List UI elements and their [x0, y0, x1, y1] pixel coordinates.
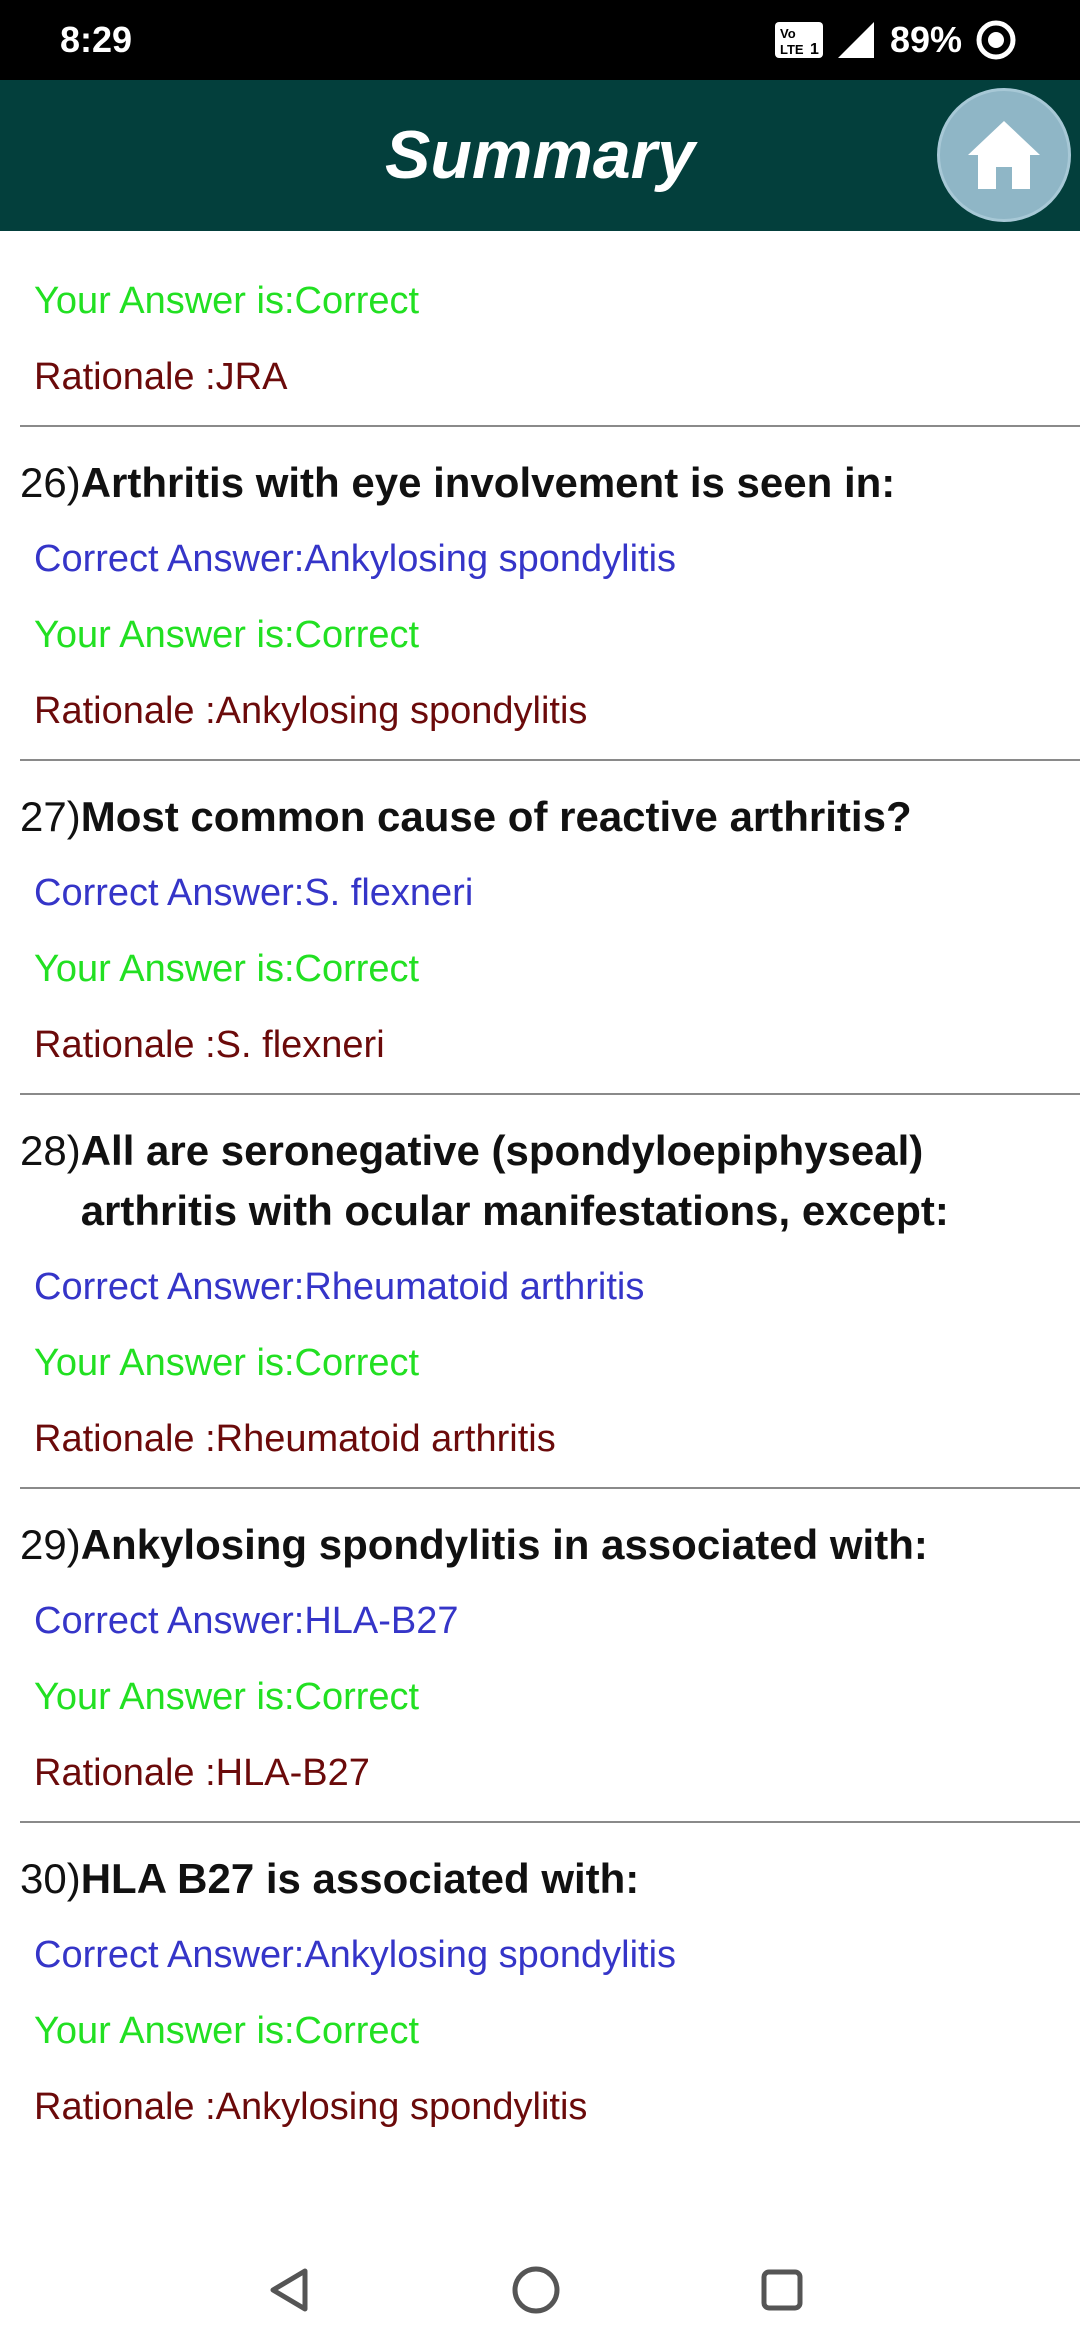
correct-answer-line: [20, 1583, 1080, 1659]
rationale-line: [20, 1007, 1080, 1093]
question-text: HLA B27 is associated with:: [80, 1855, 640, 1902]
status-time: 8:29: [60, 19, 133, 60]
question-text: Arthritis with eye involvement is seen in:: [80, 459, 896, 506]
rationale-line: [20, 1735, 1080, 1821]
correct-answer-label: Correct Answer:: [34, 538, 305, 580]
correct-answer-label: Correct Answer:: [34, 1934, 305, 1976]
your-answer-value: Correct: [294, 948, 420, 990]
rationale-line: [20, 673, 1080, 759]
correct-answer-value: Ankylosing spondylitis: [304, 538, 677, 580]
rationale-value: Ankylosing spondylitis: [215, 2086, 588, 2128]
correct-answer-value: S. flexneri: [304, 872, 474, 914]
your-answer-value: Correct: [294, 280, 420, 322]
correct-answer-label: Correct Answer:: [34, 1600, 305, 1642]
question-number: 30): [20, 1855, 81, 1902]
question-text: Ankylosing spondylitis in associated with:: [80, 1521, 928, 1568]
correct-answer-value: Ankylosing spondylitis: [304, 1934, 677, 1976]
question-number: 27): [20, 793, 81, 840]
summary-list[interactable]: [0, 231, 1080, 2240]
correct-answer-line: [20, 855, 1080, 931]
volte-icon: [774, 21, 824, 59]
circle-home-icon: [509, 2263, 563, 2317]
back-icon: [265, 2265, 315, 2315]
correct-answer-value: Rheumatoid arthritis: [304, 1266, 645, 1308]
rationale-label: Rationale :: [34, 2086, 216, 2128]
question-number: 26): [20, 459, 81, 506]
rationale-label: Rationale :: [34, 1752, 216, 1794]
your-answer-line: [20, 1659, 1080, 1735]
question: [20, 1489, 1080, 1583]
summary-item: [20, 1489, 1080, 1823]
your-answer-line: [20, 597, 1080, 673]
your-answer-label: Your Answer is:: [34, 1342, 295, 1384]
summary-item-partial: [20, 231, 1080, 427]
your-answer-value: Correct: [294, 2010, 420, 2052]
svg-text:LTE: LTE: [779, 42, 804, 57]
battery-icon: [974, 18, 1018, 62]
your-answer-line: [20, 263, 1080, 339]
correct-answer-line: [20, 521, 1080, 597]
header-bar: [0, 80, 1080, 231]
summary-item: [20, 427, 1080, 761]
rationale-value: Ankylosing spondylitis: [215, 690, 588, 732]
rationale-label: Rationale :: [34, 690, 216, 732]
question-number: 28): [20, 1127, 81, 1174]
your-answer-line: [20, 1325, 1080, 1401]
svg-text:1: 1: [809, 41, 819, 58]
rationale-value: S. flexneri: [215, 1024, 385, 1066]
correct-answer-value: HLA-B27: [304, 1600, 459, 1642]
nav-home-button[interactable]: [506, 2260, 566, 2320]
correct-answer-line: [20, 1917, 1080, 1993]
rationale-label: Rationale :: [34, 356, 216, 398]
question: [20, 761, 1080, 855]
summary-item: [20, 1095, 1080, 1489]
rationale-value: Rheumatoid arthritis: [215, 1418, 556, 1460]
nav-back-button[interactable]: [260, 2260, 320, 2320]
status-bar: [0, 0, 1080, 80]
home-button[interactable]: [937, 88, 1071, 222]
question-number: 29): [20, 1521, 81, 1568]
correct-answer-label: Correct Answer:: [34, 872, 305, 914]
recents-icon: [757, 2265, 807, 2315]
question: [20, 1823, 1080, 1917]
svg-text:Vo: Vo: [779, 26, 796, 41]
page-title: Summary: [385, 117, 695, 193]
home-icon: [962, 113, 1046, 197]
your-answer-label: Your Answer is:: [34, 948, 295, 990]
rationale-label: Rationale :: [34, 1418, 216, 1460]
your-answer-value: Correct: [294, 1676, 420, 1718]
your-answer-label: Your Answer is:: [34, 280, 295, 322]
your-answer-label: Your Answer is:: [34, 1676, 295, 1718]
status-icons: [774, 14, 1018, 66]
summary-item: [20, 761, 1080, 1095]
rationale-value: JRA: [215, 356, 288, 398]
correct-answer-line: [20, 1249, 1080, 1325]
summary-item: [20, 1823, 1080, 2145]
your-answer-label: Your Answer is:: [34, 2010, 295, 2052]
nav-recents-button[interactable]: [752, 2260, 812, 2320]
rationale-line: [20, 2069, 1080, 2145]
question-text: All are seronegative (spondyloepiphyseal) arthritis with ocular manifestations, except:: [80, 1127, 949, 1234]
rationale-line: [20, 1401, 1080, 1487]
rationale-label: Rationale :: [34, 1024, 216, 1066]
your-answer-value: Correct: [294, 614, 420, 656]
your-answer-value: Correct: [294, 1342, 420, 1384]
rationale-line: [20, 339, 1080, 425]
system-nav-bar: [0, 2240, 1080, 2340]
your-answer-label: Your Answer is:: [34, 614, 295, 656]
battery-percent: 89%: [889, 19, 962, 60]
your-answer-line: [20, 1993, 1080, 2069]
correct-answer-label: Correct Answer:: [34, 1266, 305, 1308]
question-text: Most common cause of reactive arthritis?: [80, 793, 912, 840]
question: [20, 427, 1080, 521]
signal-icon: [836, 20, 876, 60]
your-answer-line: [20, 931, 1080, 1007]
rationale-value: HLA-B27: [215, 1752, 370, 1794]
question: [20, 1095, 1080, 1249]
